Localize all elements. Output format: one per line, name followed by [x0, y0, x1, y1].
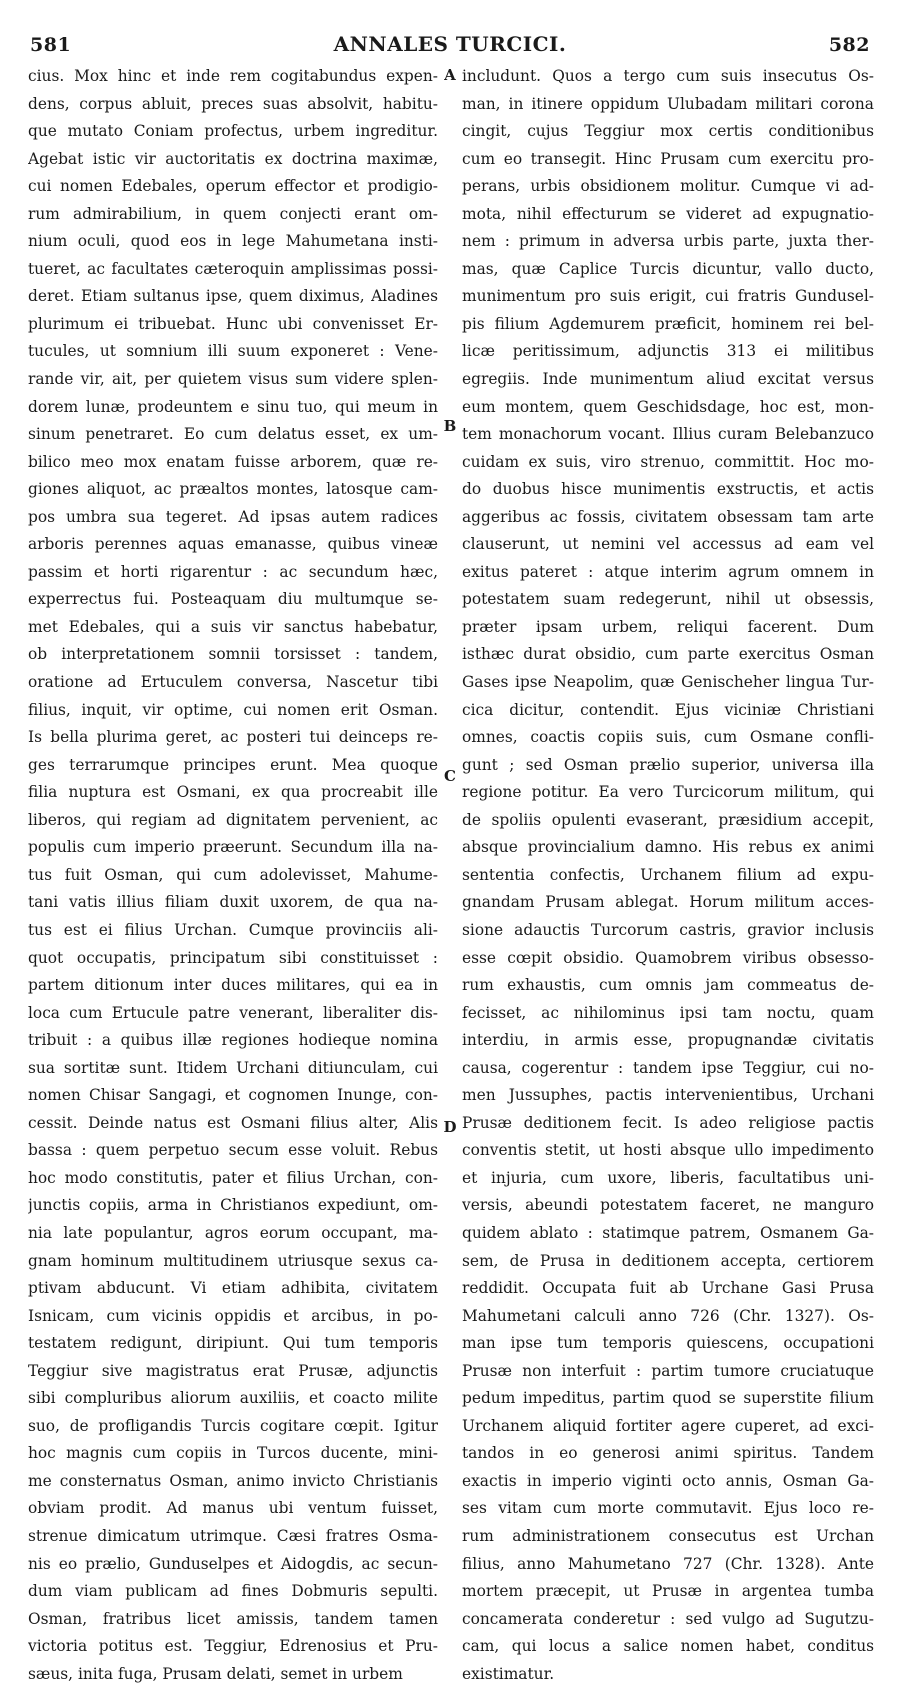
- text-line: tueret, ac facultates cæteroquin amplissimas possi-: [28, 259, 438, 278]
- text-line: do duobus hisce munimentis exstructis, et actis: [462, 480, 874, 499]
- text-line: rum administrationem consecutus est Urchan: [462, 1526, 874, 1545]
- text-line: rum admirabilium, in quem conjecti erant om-: [28, 204, 438, 223]
- text-line: quidem ablato : statimque patrem, Osmanem Ga-: [462, 1223, 874, 1242]
- text-line: munimentum pro suis erigit, cui fratris Gundusel-: [462, 287, 874, 306]
- text-line: pis filium Agdemurem præficit, hominem rei bel-: [462, 314, 874, 333]
- text-line: pedum impeditus, partim quod se superstite filium: [462, 1389, 874, 1408]
- text-line: mortem præcepit, ut Prusæ in argentea tumba: [462, 1582, 874, 1601]
- text-line: Urchanem aliquid fortiter agere cuperet, ad exci-: [462, 1416, 874, 1435]
- text-line: exactis in imperio viginti octo annis, Osman Ga-: [462, 1471, 874, 1490]
- text-line: me consternatus Osman, animo invicto Christianis: [28, 1471, 438, 1490]
- text-line: fecisset, ac nihilominus ipsi tam noctu, quam: [462, 1003, 874, 1022]
- text-line: de spoliis opulenti evaserant, præsidium accepit,: [462, 810, 874, 829]
- text-line: cingit, cujus Teggiur mox certis conditionibus: [462, 122, 874, 141]
- text-line: Teggiur sive magistratus erat Prusæ, adjunctis: [28, 1361, 438, 1380]
- text-line: bassa : quem perpetuo secum esse voluit. Rebus: [28, 1141, 438, 1160]
- text-line: gunt ; sed Osman prælio superior, universa illa: [462, 755, 874, 774]
- text-line: testatem redigunt, diripiunt. Qui tum temporis: [28, 1334, 438, 1353]
- text-line: sione adauctis Turcorum castris, gravior inclusis: [462, 920, 874, 939]
- text-line: præter ipsam urbem, reliqui facerent. Dum: [462, 617, 874, 636]
- text-line: suo, de profligandis Turcis cogitare cœpit. Igitur: [28, 1416, 438, 1435]
- text-line: pos umbra sua tegeret. Ad ipsas autem radices: [28, 507, 438, 526]
- text-line: includunt. Quos a tergo cum suis insecutus Os-: [462, 67, 874, 85]
- text-line: tus est ei filius Urchan. Cumque provinciis ali-: [28, 920, 438, 939]
- right-column: [462, 63, 874, 1688]
- text-line: Osman, fratribus licet amissis, tandem tamen: [28, 1609, 438, 1628]
- text-line: man, in itinere oppidum Ulubadam militari corona: [462, 94, 874, 113]
- text-line: sem, de Prusa in deditionem accepta, certiorem: [462, 1251, 874, 1270]
- text-line: tem monachorum vocant. Illius curam Belebanzuco: [462, 425, 874, 444]
- text-line: versis, abeundi potestatem faceret, ne manguro: [462, 1196, 874, 1215]
- running-title: ANNALES TURCICI.: [333, 32, 567, 56]
- text-line: dens, corpus abluit, preces suas absolvit, habitu-: [28, 94, 438, 113]
- text-line: cam, qui locus a salice nomen habet, conditus: [462, 1637, 874, 1656]
- text-line: Isnicam, cum vicinis oppidis et arcibus, in po-: [28, 1306, 438, 1325]
- text-line: sua sortitæ sunt. Itidem Urchani ditiunculam, cui: [28, 1058, 438, 1077]
- text-line: met Edebales, qui a suis vir sanctus habebatur,: [28, 617, 438, 636]
- text-line: tani vatis illius filiam duxit uxorem, de qua na-: [28, 893, 438, 912]
- text-line: regione potitur. Ea vero Turcicorum militum, qui: [462, 783, 874, 802]
- text-line: sibi compluribus aliorum auxiliis, et coacto milite: [28, 1389, 438, 1408]
- text-line: gnandam Prusam ablegat. Horum militum acces-: [462, 893, 874, 912]
- text-line: Mahumetani calculi anno 726 (Chr. 1327). Os-: [462, 1306, 874, 1325]
- text-line: gnam hominum multitudinem utriusque sexus ca-: [28, 1251, 438, 1270]
- text-line: Is bella plurima geret, ac posteri tui deinceps re-: [28, 728, 438, 747]
- text-line: cuidam ex suis, viro strenuo, committit. Hoc mo-: [462, 452, 874, 471]
- text-line: hoc magnis cum copiis in Turcos ducente, mini-: [28, 1444, 438, 1463]
- text-line: existimatur.: [462, 1664, 555, 1683]
- text-line: exitus pateret : atque interim agrum omnem in: [462, 562, 874, 581]
- text-line: ob interpretationem somnii torsisset : tandem,: [28, 645, 438, 664]
- text-line: nem : primum in adversa urbis parte, juxta ther-: [462, 232, 874, 251]
- text-line: perans, urbis obsidionem molitur. Cumque vi ad-: [462, 177, 874, 196]
- text-line: cum eo transegit. Hinc Prusam cum exercitu pro-: [462, 149, 874, 168]
- left-column: [28, 63, 438, 1688]
- text-line: eum montem, quem Geschidsdage, hoc est, mon-: [462, 397, 874, 416]
- text-line: passim et horti rigarentur : ac secundum hæc,: [28, 562, 438, 581]
- text-line: conventis stetit, ut hosti absque ullo impedimento: [462, 1141, 874, 1160]
- text-line: dum viam publicam ad fines Dobmuris sepulti.: [28, 1582, 438, 1601]
- text-line: que mutato Coniam profectus, urbem ingreditur.: [28, 122, 438, 141]
- text-line: Prusæ non interfuit : partim tumore cruciatuque: [462, 1361, 874, 1380]
- text-line: egregiis. Inde munimentum aliud excitat versus: [462, 370, 874, 389]
- text-line: giones aliquot, ac præaltos montes, latosque cam-: [28, 480, 438, 499]
- text-line: deret. Etiam sultanus ipse, quem diximus, Aladines: [28, 287, 438, 306]
- text-line: tus fuit Osman, qui cum adolevisset, Mahume-: [28, 865, 438, 884]
- text-line: Gases ipse Neapolim, quæ Genischeher lingua Tur-: [462, 673, 874, 692]
- text-line: mas, quæ Caplice Turcis dicuntur, vallo ducto,: [462, 259, 874, 278]
- text-line: nium oculi, quod eos in lege Mahumetana insti-: [28, 232, 438, 251]
- text-line: reddidit. Occupata fuit ab Urchane Gasi Prusa: [462, 1279, 874, 1298]
- text-line: men Jussuphes, pactis intervenientibus, Urchani: [462, 1086, 874, 1105]
- margin-marker-d: D: [443, 1118, 457, 1136]
- text-line: filius, inquit, vir optime, cui nomen erit Osman.: [28, 700, 438, 719]
- text-line: experrectus fui. Posteaquam diu multumque se-: [28, 590, 438, 609]
- text-line: causa, cogerentur : tandem ipse Teggiur, cui no-: [462, 1058, 874, 1077]
- text-line: nia late populantur, agros eorum occupant, ma-: [28, 1223, 438, 1242]
- text-line: ptivam abducunt. Vi etiam adhibita, civitatem: [28, 1279, 438, 1298]
- text-line: isthæc durat obsidio, cum parte exercitus Osman: [462, 645, 874, 664]
- text-line: interdiu, in armis esse, propugnandæ civitatis: [462, 1031, 874, 1050]
- text-line: strenue dimicatum utrimque. Cæsi fratres Osma-: [28, 1526, 438, 1545]
- page-number-right: 582: [828, 34, 870, 56]
- text-line: liberos, qui regiam ad dignitatem pervenient, ac: [28, 810, 438, 829]
- text-line: absque provincialium damno. His rebus ex animi: [462, 838, 874, 857]
- text-line: rum exhaustis, cum omnis jam commeatus de-: [462, 976, 874, 995]
- text-line: filia nuptura est Osmani, ex qua procreabit ille: [28, 783, 438, 802]
- text-line: tucules, ut somnium illi suum exponeret : Vene-: [28, 342, 438, 361]
- text-line: cius. Mox hinc et inde rem cogitabundus expen-: [28, 67, 438, 85]
- text-line: cica dicitur, contendit. Ejus viciniæ Christiani: [462, 700, 874, 719]
- page-number-left: 581: [30, 34, 72, 56]
- text-line: ses vitam cum morte commutavit. Ejus loco re-: [462, 1499, 874, 1518]
- text-line: mota, nihil effecturum se videret ad expugnatio-: [462, 204, 874, 223]
- text-line: Prusæ deditionem fecit. Is adeo religiose pactis: [462, 1113, 874, 1132]
- text-line: hoc modo constitutis, pater et filius Urchan, con-: [28, 1168, 438, 1187]
- text-line: licæ peritissimum, adjunctis 313 ei militibus: [462, 342, 874, 361]
- text-line: oratione ad Ertuculem conversa, Nascetur tibi: [28, 673, 438, 692]
- text-line: loca cum Ertucule patre venerant, liberaliter dis-: [28, 1003, 438, 1022]
- text-line: sinum penetraret. Eo cum delatus esset, ex um-: [28, 425, 438, 444]
- text-line: victoria potitus est. Teggiur, Edrenosius et Pru-: [28, 1637, 438, 1656]
- text-line: et injuria, cum uxore, liberis, facultatibus uni-: [462, 1168, 874, 1187]
- text-line: esse cœpit obsidio. Quamobrem viribus obsesso-: [462, 948, 874, 967]
- text-line: cessit. Deinde natus est Osmani filius alter, Alis: [28, 1113, 438, 1132]
- text-line: aggeribus ac fossis, civitatem obsessam tam arte: [462, 507, 874, 526]
- text-line: nis eo prælio, Gunduselpes et Aidogdis, ac secun-: [28, 1554, 438, 1573]
- text-line: cui nomen Edebales, operum effector et prodigio-: [28, 177, 438, 196]
- text-line: omnes, coactis copiis suis, cum Osmane confli-: [462, 728, 874, 747]
- text-line: tribuit : a quibus illæ regiones hodieque nomina: [28, 1031, 438, 1050]
- text-line: rande vir, ait, per quietem visus sum videre splen-: [28, 370, 438, 389]
- text-line: sententia confectis, Urchanem filium ad expu-: [462, 865, 874, 884]
- text-line: junctis copiis, arma in Christianos expediunt, om-: [28, 1196, 438, 1215]
- running-header: [30, 32, 870, 56]
- text-line: quot occupatis, principatum sibi constituisset :: [28, 948, 438, 967]
- text-line: man ipse tum temporis quiescens, occupationi: [462, 1334, 874, 1353]
- text-line: plurimum ei tribuebat. Hunc ubi convenisset Er-: [28, 314, 438, 333]
- text-line: Agebat istic vir auctoritatis ex doctrina maximæ,: [28, 149, 438, 168]
- text-line: sæus, inita fuga, Prusam delati, semet in urbem: [28, 1664, 403, 1683]
- text-line: concamerata conderetur : sed vulgo ad Sugutzu-: [462, 1609, 874, 1628]
- margin-marker-b: B: [443, 417, 457, 435]
- text-line: arboris perennes aquas emanasse, quibus vineæ: [28, 535, 438, 554]
- text-line: tandos in eo generosi animi spiritus. Tandem: [462, 1444, 874, 1463]
- text-line: obviam prodit. Ad manus ubi ventum fuisset,: [28, 1499, 438, 1518]
- text-line: ges terrarumque principes erunt. Mea quoque: [28, 755, 438, 774]
- margin-marker-c: C: [444, 767, 456, 785]
- text-line: clauserunt, ut nemini vel accessus ad eam vel: [462, 535, 874, 554]
- text-line: potestatem suam redegerunt, nihil ut obsessis,: [462, 590, 874, 609]
- text-line: nomen Chisar Sangagi, et cognomen Inunge, con-: [28, 1086, 438, 1105]
- margin-marker-a: A: [444, 66, 456, 84]
- text-line: bilico meo mox enatam fuisse arborem, quæ re-: [28, 452, 438, 471]
- text-line: dorem lunæ, prodeuntem e sinu tuo, qui meum in: [28, 397, 438, 416]
- text-line: populis cum imperio præerunt. Secundum illa na-: [28, 838, 438, 857]
- text-line: partem ditionum inter duces militares, qui ea in: [28, 976, 438, 995]
- text-line: filius, anno Mahumetano 727 (Chr. 1328). Ante: [462, 1554, 874, 1573]
